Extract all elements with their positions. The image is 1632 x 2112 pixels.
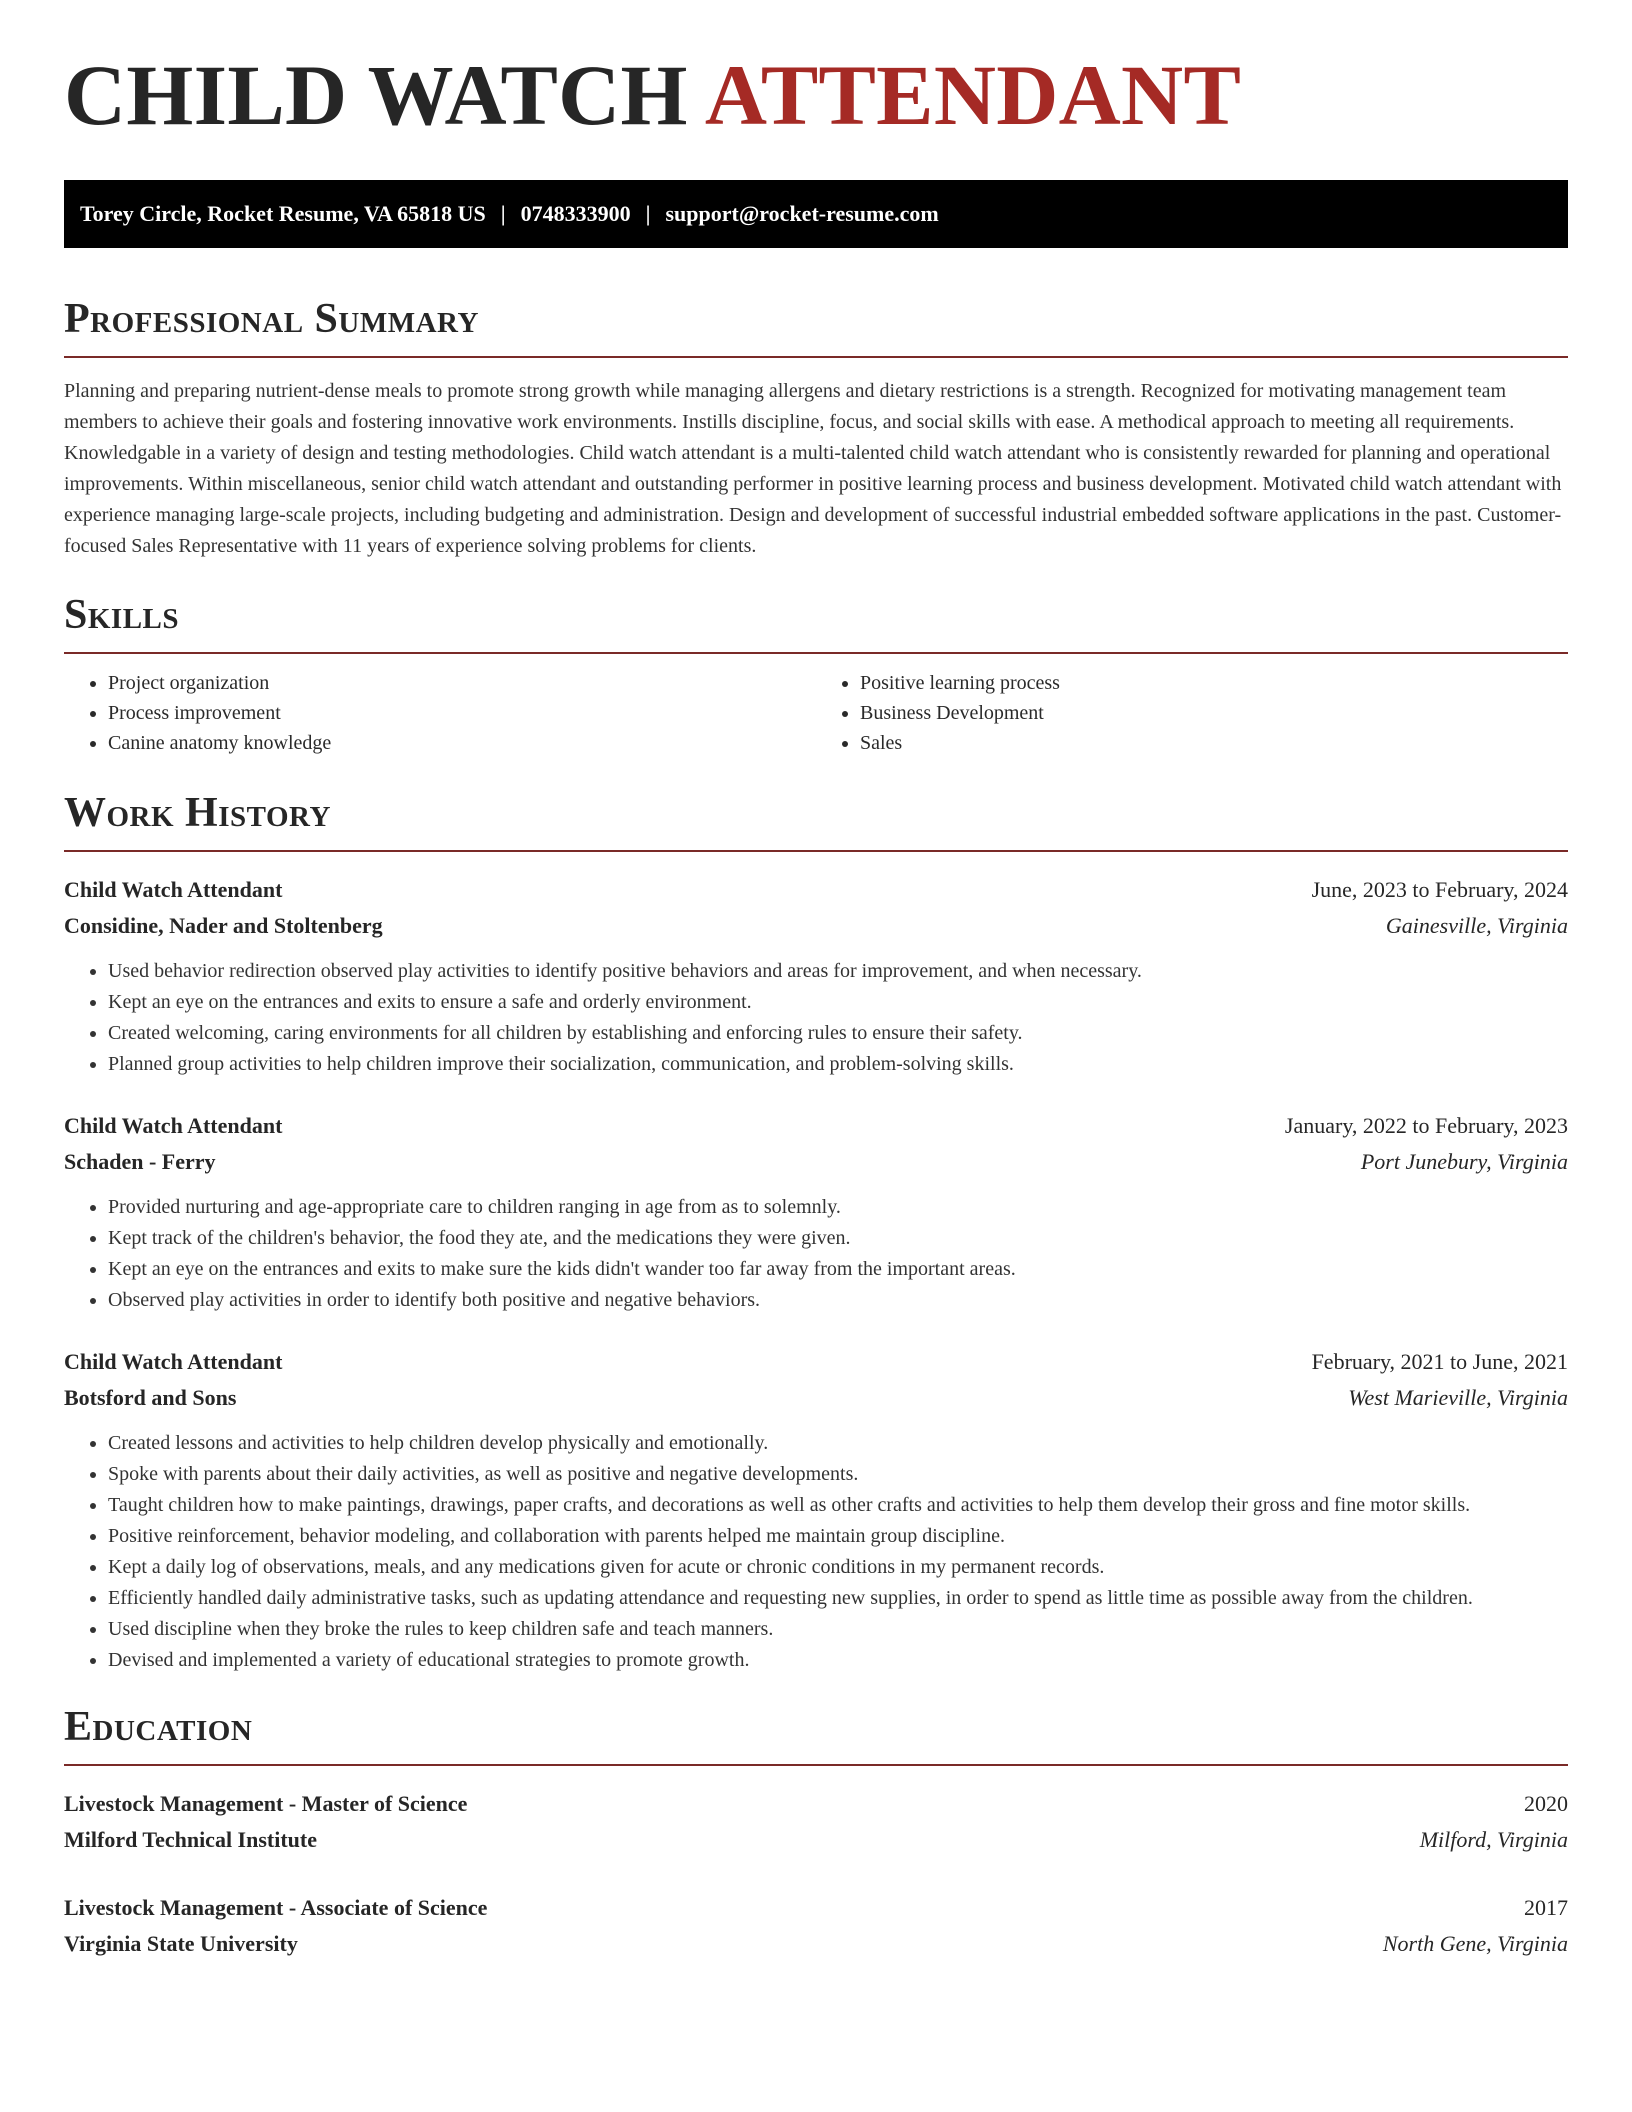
education-location: Milford, Virginia	[1419, 1827, 1568, 1852]
section-divider	[64, 1764, 1568, 1766]
job-bullets	[64, 1428, 1568, 1676]
job-bullet: • Provided nurturing and age-appropriate care to children ranging in age from as to solemnly.	[108, 1192, 1568, 1223]
education-year: 2020	[1524, 1791, 1568, 1816]
education-header-row	[64, 1890, 1568, 1926]
job-bullet: • Kept track of the children's behavior, the food they ate, and the medications they were given.	[108, 1223, 1568, 1254]
education-school-row	[64, 1822, 1568, 1858]
job-entry	[64, 1108, 1568, 1316]
contact-separator: |	[500, 201, 506, 226]
education-year: 2017	[1524, 1895, 1568, 1920]
education-location: North Gene, Virginia	[1382, 1931, 1568, 1956]
education-section	[64, 1706, 1568, 1962]
job-bullets	[64, 956, 1568, 1080]
job-bullets	[64, 1192, 1568, 1316]
job-company-row	[64, 908, 1568, 944]
skill-item: • Business Development	[860, 698, 1568, 728]
job-header-row	[64, 1108, 1568, 1144]
education-header-row	[64, 1786, 1568, 1822]
job-bullet: • Positive reinforcement, behavior modeling, and collaboration with parents helped me maintain group discipline.	[108, 1521, 1568, 1552]
education-degree: Livestock Management - Master of Science	[64, 1791, 468, 1816]
job-title: Child Watch Attendant	[64, 1349, 283, 1374]
contact-address: Torey Circle, Rocket Resume, VA 65818 US	[80, 201, 486, 226]
job-location: Port Junebury, Virginia	[1360, 1149, 1568, 1174]
section-divider	[64, 850, 1568, 852]
job-title: Child Watch Attendant	[64, 1113, 283, 1138]
work-history-heading: Work History	[64, 790, 331, 836]
education-entry	[64, 1786, 1568, 1858]
job-dates: June, 2023 to February, 2024	[1311, 877, 1568, 902]
job-bullet: • Used discipline when they broke the rules to keep children safe and teach manners.	[108, 1614, 1568, 1645]
education-school: Milford Technical Institute	[64, 1827, 318, 1852]
job-dates: January, 2022 to February, 2023	[1284, 1113, 1568, 1138]
section-divider	[64, 652, 1568, 654]
skill-item: • Sales	[860, 728, 1568, 758]
job-bullet: • Created welcoming, caring environments for all children by establishing and enforcing rules to ensure their safety.	[108, 1018, 1568, 1049]
education-school-row	[64, 1926, 1568, 1962]
job-bullet: • Observed play activities in order to identify both positive and negative behaviors.	[108, 1285, 1568, 1316]
skill-item: • Positive learning process	[860, 668, 1568, 698]
education-school: Virginia State University	[64, 1931, 298, 1956]
job-title: Child Watch Attendant	[64, 877, 283, 902]
summary-heading: Professional Summary	[64, 296, 479, 342]
job-location: West Marieville, Virginia	[1348, 1385, 1568, 1410]
skill-item: • Project organization	[108, 668, 816, 698]
resume-title	[64, 47, 1568, 143]
job-header-row	[64, 872, 1568, 908]
job-entry	[64, 872, 1568, 1080]
education-entry	[64, 1890, 1568, 1962]
job-bullet: • Kept a daily log of observations, meals, and any medications given for acute or chronic conditions in my permanent records.	[108, 1552, 1568, 1583]
job-header-row	[64, 1344, 1568, 1380]
job-bullet: • Efficiently handled daily administrative tasks, such as updating attendance and requesting new supplies, in order to spend as little time as possible away from the children.	[108, 1583, 1568, 1614]
job-bullet: • Devised and implemented a variety of educational strategies to promote growth.	[108, 1645, 1568, 1676]
job-company: Schaden - Ferry	[64, 1149, 216, 1174]
contact-separator: |	[645, 201, 651, 226]
summary-text: Planning and preparing nutrient-dense meals to promote strong growth while managing allergens and dietary restrictions is a strength. Recognized for motivating management team members to achieve their goals and fostering innovative work environments. Instills discipline, focus, and social skills with ease. A methodical approach to meeting all requirements. Knowledgable in a variety of design and testing methodologies. Child watch attendant is a multi-talented child watch attendant who is consistently rewarded for planning and operational improvements. Within miscellaneous, senior child watch attendant and outstanding performer in positive learning process and business development. Motivated child watch attendant with experience managing large-scale projects, including budgeting and administration. Design and development of successful industrial embedded software applications in the past. Customer-focused Sales Representative with 11 years of experience solving problems for clients.	[64, 380, 1562, 557]
education-degree: Livestock Management - Associate of Science	[64, 1895, 488, 1920]
job-bullet: • Kept an eye on the entrances and exits to make sure the kids didn't wander too far away from the important areas.	[108, 1254, 1568, 1285]
work-history-section	[64, 792, 1568, 1676]
section-divider	[64, 356, 1568, 358]
summary-section	[64, 298, 1568, 562]
job-bullet: • Kept an eye on the entrances and exits to ensure a safe and orderly environment.	[108, 987, 1568, 1018]
title-part-1: CHILD WATCH	[64, 47, 688, 143]
skills-heading: Skills	[64, 592, 180, 638]
title-part-2: ATTENDANT	[704, 47, 1242, 143]
contact-bar	[64, 180, 1568, 248]
skills-section	[64, 594, 1568, 758]
skill-item: • Process improvement	[108, 698, 816, 728]
job-bullet: • Planned group activities to help children improve their socialization, communication, and problem-solving skills.	[108, 1049, 1568, 1080]
job-location: Gainesville, Virginia	[1385, 913, 1568, 938]
job-company-row	[64, 1144, 1568, 1180]
job-bullet: • Created lessons and activities to help children develop physically and emotionally.	[108, 1428, 1568, 1459]
education-heading: Education	[64, 1704, 253, 1750]
skills-column-left	[64, 668, 816, 758]
job-bullet: • Used behavior redirection observed play activities to identify positive behaviors and areas for improvement, and when necessary.	[108, 956, 1568, 987]
contact-phone: 0748333900	[520, 201, 631, 226]
job-bullet: • Spoke with parents about their daily activities, as well as positive and negative developments.	[108, 1459, 1568, 1490]
job-entry	[64, 1344, 1568, 1676]
job-company: Botsford and Sons	[64, 1385, 237, 1410]
job-company-row	[64, 1380, 1568, 1416]
skill-item: • Canine anatomy knowledge	[108, 728, 816, 758]
job-company: Considine, Nader and Stoltenberg	[64, 913, 383, 938]
job-bullet: • Taught children how to make paintings, drawings, paper crafts, and decorations as well as other crafts and activities to help them develop their gross and fine motor skills.	[108, 1490, 1568, 1521]
skills-list	[64, 668, 1568, 758]
skills-column-right	[816, 668, 1568, 758]
contact-email[interactable]: support@rocket-resume.com	[665, 201, 939, 226]
job-dates: February, 2021 to June, 2021	[1311, 1349, 1568, 1374]
